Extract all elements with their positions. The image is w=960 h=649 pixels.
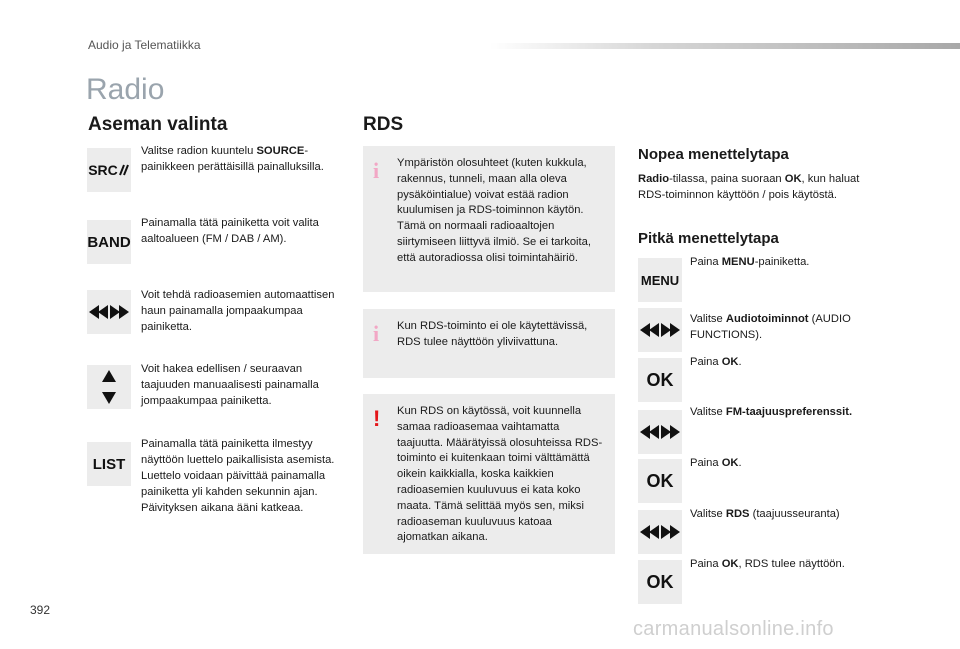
step-5-text: Paina OK. [690,457,742,469]
quick-procedure-text: Radio-tilassa, paina suoraan OK, kun haluat RDS-toiminnon käyttöön / pois käytöstä. [638,173,860,201]
ok-icon: OK [646,470,674,491]
seek-button-box [87,290,131,334]
left-right-arrows-icon [640,524,680,540]
step-6-text: Valitse RDS (taajuusseuranta) [690,508,840,520]
warning-icon: ! [373,406,381,431]
tune-description: Voit hakea edellisen / seuraavan taajuuden manuaalisesti painamalla jompaakumpaa painiketta. [141,363,319,407]
info-text-environment: Ympäristön olosuhteet (kuten kukkula, rakennus, tunneli, maan alla oleva pysäköintialue) voivat estää radion kuulumisen ja RDS-toiminnon käytön. Tämä on normaali radioaaltojen siirtymiseen liittyvä ilmiö. Se ei tarkoita, että autoradiossa olisi toimintahäiriö. [397,157,591,264]
list-icon: LIST [92,455,126,473]
arrows-button-box [638,510,682,554]
list-button-box [87,442,131,486]
step-4-text: Valitse FM-taajuuspreferenssit. [690,406,853,418]
watermark: carmanualsonline.info [633,618,834,640]
warning-text-rds-active: Kun RDS on käytössä, voit kuunnella samaa radioasemaa vaihtamatta taajuutta. Määrätyissä olosuhteissa RDS-toiminto ei kuitenkaan toimi välttämättä oikein kaikkialla, koska kaikkien radioasemien kuuluvuus ei kata koko maata. Tämä selittää myös sen, miksi radioaseman kuuluvuus katoaa ajomatkan aikana. [397,405,603,544]
menu-button-box [638,258,682,302]
band-button-box [87,220,131,264]
ok-icon: OK [646,369,674,390]
left-right-arrows-icon [89,304,129,320]
info-box-environment [363,146,615,292]
left-right-arrows-icon [640,424,680,440]
ok-button-box [638,358,682,402]
up-down-arrows-icon [101,370,117,404]
station-selection-heading: Aseman valinta [88,114,228,135]
band-description: Painamalla tätä painiketta voit valita aaltoalueen (FM / DAB / AM). [141,217,319,245]
ok-button-box [638,459,682,503]
info-box-rds-unavailable [363,309,615,378]
long-procedure-heading: Pitkä menettelytapa [638,230,779,247]
page-number: 392 [30,603,51,617]
ok-icon: OK [646,571,674,592]
left-right-arrows-icon [640,322,680,338]
page-title: Radio [86,73,165,106]
tune-button-box [87,365,131,409]
src-icon: SRC [88,162,130,178]
menu-icon: MENU [640,272,680,288]
quick-procedure-heading: Nopea menettelytapa [638,146,789,163]
info-text-rds-unavailable: Kun RDS-toiminto ei ole käytettävissä, RDS tulee näyttöön yliviivattuna. [397,320,588,348]
rds-heading: RDS [363,114,404,135]
src-button-box [87,148,131,192]
header-gradient-bar [490,43,960,49]
ok-button-box [638,560,682,604]
band-icon: BAND [87,233,131,251]
section-label: Audio ja Telematiikka [88,38,201,52]
step-2-text: Valitse Audiotoiminnot (AUDIO FUNCTIONS). [690,313,851,341]
list-description: Painamalla tätä painiketta ilmestyy näyttöön luettelo paikallisista asemista. Luettelo voidaan päivittää painamalla painiketta yli kahden sekunnin ajan. Päivityksen aikana ääni katkeaa. [141,438,335,514]
arrows-button-box [638,308,682,352]
info-icon: i [373,321,380,346]
step-7-text: Paina OK, RDS tulee näyttöön. [690,558,845,570]
src-description: Valitse radion kuuntelu SOURCE-painikkeen perättäisillä painalluksilla. [141,145,324,173]
info-icon: i [373,158,380,183]
arrows-button-box [638,410,682,454]
step-1-text: Paina MENU-painiketta. [690,256,810,268]
step-3-text: Paina OK. [690,356,742,368]
seek-description: Voit tehdä radioasemien automaattisen haun painamalla jompaakumpaa painiketta. [141,289,335,333]
warning-box-rds-active [363,394,615,554]
